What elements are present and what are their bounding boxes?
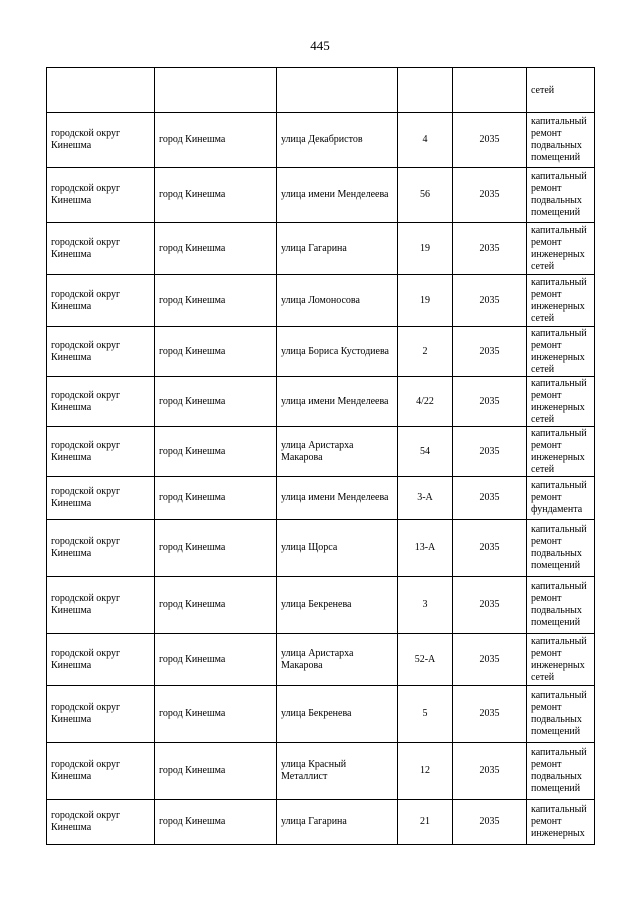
- cell-city: город Кинешма: [155, 168, 277, 223]
- cell-street: улица Аристарха Макарова: [277, 634, 398, 686]
- cell-city: [155, 68, 277, 113]
- cell-work: капитальный ремонт подвальных помещений: [527, 577, 595, 634]
- cell-street: улица Аристарха Макарова: [277, 427, 398, 477]
- cell-work: сетей: [527, 68, 595, 113]
- cell-year: 2035: [453, 327, 527, 377]
- cell-house: 19: [398, 275, 453, 327]
- cell-work: капитальный ремонт подвальных помещений: [527, 113, 595, 168]
- cell-work: капитальный ремонт инженерных: [527, 800, 595, 845]
- cell-street: улица имени Менделеева: [277, 377, 398, 427]
- cell-house: 13-А: [398, 520, 453, 577]
- cell-work: капитальный ремонт инженерных сетей: [527, 327, 595, 377]
- cell-city: город Кинешма: [155, 800, 277, 845]
- cell-work: капитальный ремонт инженерных сетей: [527, 634, 595, 686]
- cell-work: капитальный ремонт подвальных помещений: [527, 743, 595, 800]
- cell-year: 2035: [453, 168, 527, 223]
- cell-house: 52-А: [398, 634, 453, 686]
- cell-work: капитальный ремонт инженерных сетей: [527, 223, 595, 275]
- cell-year: 2035: [453, 377, 527, 427]
- table-row: [47, 168, 595, 223]
- registry-body: [47, 68, 595, 845]
- cell-city: город Кинешма: [155, 377, 277, 427]
- cell-street: улица Бекренева: [277, 686, 398, 743]
- cell-street: улица имени Менделеева: [277, 477, 398, 520]
- table-row: [47, 800, 595, 845]
- table-row: [47, 427, 595, 477]
- table-row: [47, 577, 595, 634]
- registry-table: [46, 67, 595, 845]
- cell-house: 21: [398, 800, 453, 845]
- cell-street: улица Ломоносова: [277, 275, 398, 327]
- cell-city: город Кинешма: [155, 743, 277, 800]
- cell-work: капитальный ремонт инженерных сетей: [527, 377, 595, 427]
- cell-street: улица Декабристов: [277, 113, 398, 168]
- cell-work: капитальный ремонт подвальных помещений: [527, 520, 595, 577]
- cell-year: 2035: [453, 577, 527, 634]
- cell-district: городской округ Кинешма: [47, 634, 155, 686]
- cell-work: капитальный ремонт инженерных сетей: [527, 427, 595, 477]
- cell-year: 2035: [453, 634, 527, 686]
- cell-house: 3: [398, 577, 453, 634]
- cell-street: улица Бориса Кустодиева: [277, 327, 398, 377]
- cell-house: [398, 68, 453, 113]
- table-row: [47, 686, 595, 743]
- table-row: [47, 68, 595, 113]
- cell-city: город Кинешма: [155, 520, 277, 577]
- cell-work: капитальный ремонт подвальных помещений: [527, 168, 595, 223]
- cell-work: капитальный ремонт фундамента: [527, 477, 595, 520]
- cell-district: городской округ Кинешма: [47, 223, 155, 275]
- cell-city: город Кинешма: [155, 275, 277, 327]
- cell-district: городской округ Кинешма: [47, 743, 155, 800]
- table-row: [47, 743, 595, 800]
- cell-work: капитальный ремонт инженерных сетей: [527, 275, 595, 327]
- cell-district: городской округ Кинешма: [47, 168, 155, 223]
- cell-house: 56: [398, 168, 453, 223]
- cell-year: 2035: [453, 686, 527, 743]
- cell-street: улица Гагарина: [277, 800, 398, 845]
- cell-city: город Кинешма: [155, 223, 277, 275]
- table-row: [47, 477, 595, 520]
- cell-city: город Кинешма: [155, 634, 277, 686]
- cell-district: городской округ Кинешма: [47, 800, 155, 845]
- cell-city: город Кинешма: [155, 427, 277, 477]
- cell-street: [277, 68, 398, 113]
- cell-district: городской округ Кинешма: [47, 520, 155, 577]
- table-row: [47, 113, 595, 168]
- cell-district: городской округ Кинешма: [47, 113, 155, 168]
- cell-district: [47, 68, 155, 113]
- cell-house: 4/22: [398, 377, 453, 427]
- cell-district: городской округ Кинешма: [47, 377, 155, 427]
- table-row: [47, 275, 595, 327]
- cell-year: 2035: [453, 520, 527, 577]
- cell-street: улица Гагарина: [277, 223, 398, 275]
- cell-street: улица Щорса: [277, 520, 398, 577]
- cell-house: 54: [398, 427, 453, 477]
- cell-city: город Кинешма: [155, 577, 277, 634]
- table-row: [47, 634, 595, 686]
- cell-city: город Кинешма: [155, 686, 277, 743]
- cell-house: 12: [398, 743, 453, 800]
- cell-district: городской округ Кинешма: [47, 477, 155, 520]
- cell-house: 2: [398, 327, 453, 377]
- cell-city: город Кинешма: [155, 477, 277, 520]
- table-row: [47, 520, 595, 577]
- cell-house: 5: [398, 686, 453, 743]
- cell-year: 2035: [453, 113, 527, 168]
- cell-street: улица Бекренева: [277, 577, 398, 634]
- cell-city: город Кинешма: [155, 327, 277, 377]
- cell-year: 2035: [453, 477, 527, 520]
- table-row: [47, 377, 595, 427]
- table-row: [47, 327, 595, 377]
- cell-year: 2035: [453, 275, 527, 327]
- cell-year: 2035: [453, 743, 527, 800]
- page-number: 445: [310, 38, 330, 53]
- cell-district: городской округ Кинешма: [47, 327, 155, 377]
- cell-house: 3-А: [398, 477, 453, 520]
- cell-work: капитальный ремонт подвальных помещений: [527, 686, 595, 743]
- cell-house: 19: [398, 223, 453, 275]
- cell-district: городской округ Кинешма: [47, 686, 155, 743]
- cell-street: улица имени Менделеева: [277, 168, 398, 223]
- cell-year: 2035: [453, 427, 527, 477]
- cell-district: городской округ Кинешма: [47, 427, 155, 477]
- cell-district: городской округ Кинешма: [47, 275, 155, 327]
- cell-year: 2035: [453, 800, 527, 845]
- cell-house: 4: [398, 113, 453, 168]
- cell-district: городской округ Кинешма: [47, 577, 155, 634]
- cell-street: улица Красный Металлист: [277, 743, 398, 800]
- table-row: [47, 223, 595, 275]
- cell-year: [453, 68, 527, 113]
- cell-year: 2035: [453, 223, 527, 275]
- cell-city: город Кинешма: [155, 113, 277, 168]
